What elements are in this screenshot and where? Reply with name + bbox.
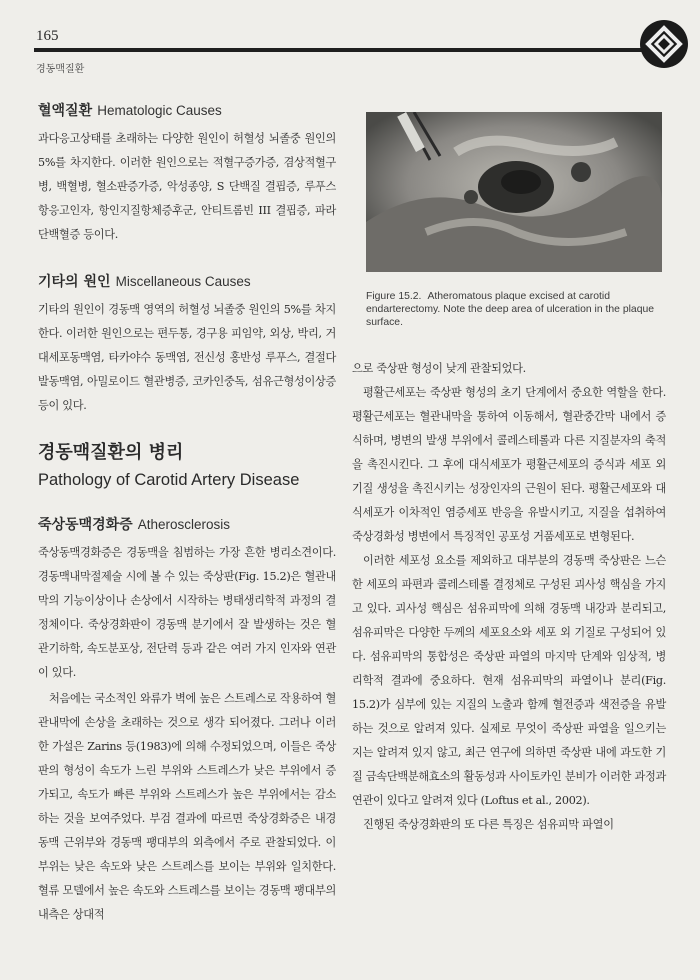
corner-decoration-icon [638, 18, 690, 70]
heading-en: Miscellaneous Causes [115, 274, 251, 289]
paragraph-misc: 기타의 원인이 경동맥 영역의 허혈성 뇌졸중 원인의 5%를 차지한다. 이러한 원인으로는 편두통, 경구용 피임약, 외상, 박리, 거대세포동맥염, 타카야수 동맥염, 전신성 홍반성 루푸스, 결절다발동맥염, 아밀로이드 혈관병증, 코카인중독, 섬유근형성이상증 등이 있다. [38, 303, 336, 412]
figure-photo [366, 112, 662, 272]
figure-caption [366, 290, 666, 329]
chapter-section-title [38, 440, 336, 492]
plaque-photo-image [366, 112, 662, 272]
page-number: 165 [36, 28, 59, 44]
paragraph-athero-2: 처음에는 국소적인 와류가 벽에 높은 스트레스로 작용하여 혈관내막에 손상을 초래하는 것으로 생각 되어졌다. 그러나 이러한 가설은 Zarins 등(1983)에 의해 수정되었으며, 이들은 죽상판의 형성이 속도가 느린 부위와 스트레스가 낮은 부위에서 증가되고, 속도가 빠른 부위와 스트레스가 높은 부위에서는 감소하는 것을 보여주었다. 부검 결과에 따르면 죽상경화증은 내경동맥 근위부와 경동맥 팽대부의 외측에서 주로 관찰되었다. 이 부위는 낮은 속도와 낮은 스트레스를 보이는 부위와 일치한다. 혈류 모델에서 높은 속도와 스트레스를 보이는 경동맥 팽대부의 내측은 상대적 [38, 692, 336, 921]
right-column [352, 112, 666, 837]
figure-label: Figure 15.2. [366, 291, 422, 302]
paragraph-advanced-plaque: 진행된 죽상경화판의 또 다른 특징은 섬유피막 파열이 [363, 818, 614, 831]
running-head: 경동맥질환 [36, 64, 85, 75]
paragraph-hematologic: 과다응고상태를 초래하는 다양한 원인이 허혈성 뇌졸중 원인의 5%를 차지한다. 이러한 원인으로는 적혈구증가증, 겸상적혈구병, 백혈병, 혈소판증가증, 악성종양, S 단백질 결핍증, 루푸스 항응고인자, 항인지질항체증후군, 안티트롬빈 III 결핍증, 파라단백혈증 등이다. [38, 132, 336, 241]
left-column [38, 100, 336, 927]
heading-ko: 기타의 원인 [38, 274, 111, 290]
heading-en: Hematologic Causes [97, 103, 222, 118]
section-title-en: Pathology of Carotid Artery Disease [38, 471, 300, 489]
heading-ko: 혈액질환 [38, 103, 93, 119]
section-heading-hematologic [38, 100, 336, 121]
paragraph-smooth-muscle: 평활근세포는 죽상판 형성의 초기 단계에서 중요한 역할을 한다. 평활근세포는 혈관내막을 통하여 이동해서, 혈관중간막 내에서 증식하며, 병변의 발생 부위에서 콜레스테롤과 다른 지질분자의 축적을 촉진시킨다. 그 후에 대식세포가 평활근세포의 증식과 세포 외 기질 생성을 촉진시키는 성장인자의 근원이 된다. 평활근세포와 대식세포가 이차적인 염증세포 반응을 유발시키고, 지질을 섭취하여 죽상경화성 병변에서 특징적인 공포성 거품세포로 변형된다. [352, 386, 666, 543]
figure-caption-text: Atheromatous plaque excised at carotid endarterectomy. Note the deep area of ulceration in the plaque surface. [366, 291, 655, 328]
paragraph-necrotic-core: 이러한 세포성 요소를 제외하고 대부분의 경동맥 죽상판은 느슨한 세포의 파편과 콜레스테롤 결정체로 구성된 괴사성 핵심을 가지고 있다. 괴사성 핵심은 섬유피막에 의해 경동맥 내강과 분리되고, 섬유피막은 다양한 두께의 세포요소와 세포 외 기질로 구성되어 있다. 섬유피막의 통합성은 죽상판 파열의 마지막 단계와 임상적, 병리학적 결과에 중요하다. 현재 섬유피막의 파열이나 분리(Fig. 15.2)가 심부에 있는 지질의 노출과 함께 혈전증과 색전증을 유발하는 것으로 알려져 있다. 실제로 무엇이 죽상판 파열을 일으키는 지는 알려져 있지 않고, 최근 연구에 의하면 죽상판 내에 과도한 기질 금속단백분해효소의 활동성과 사이토카인 분비가 이러한 과정과 연관이 있다고 알려져 있다 (Loftus et al., 2002). [352, 554, 666, 807]
section-title-ko: 경동맥질환의 병리 [38, 442, 184, 463]
paragraph-continued: 으로 죽상판 형성이 낮게 관찰되었다. [352, 362, 526, 375]
section-heading-athero [38, 514, 336, 535]
heading-en: Atherosclerosis [137, 517, 231, 532]
heading-ko: 죽상동맥경화증 [38, 517, 133, 533]
section-heading-misc [38, 271, 336, 292]
paragraph-athero-1: 죽상동맥경화증은 경동맥을 침범하는 가장 흔한 병리소견이다. 경동맥내막절제술 시에 볼 수 있는 죽상판(Fig. 15.2)은 혈관내막의 기능이상이나 손상에서 시작하는 병태생리학적 과정의 결정체이다. 죽상경화판이 경동맥 분기에서 잘 발생하는 것은 혈관기하학, 속도분포상, 전단력 등과 같은 여러 가지 인자와 연관이 있다. [38, 546, 336, 679]
header-rule [34, 48, 644, 52]
